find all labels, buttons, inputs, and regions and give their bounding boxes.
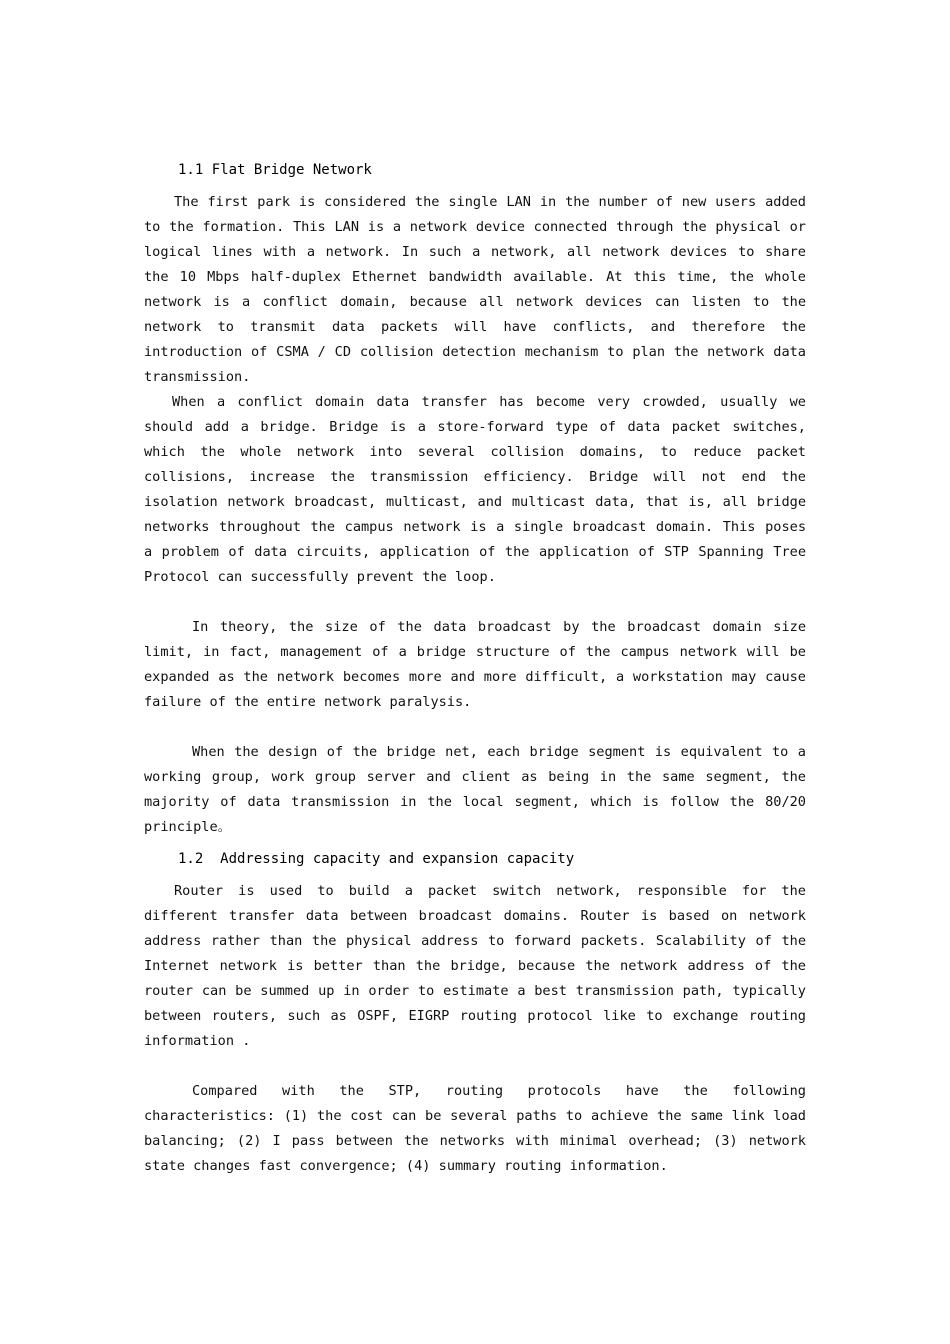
paragraph-router: Router is used to build a packet switch network, responsible for the different transfer data between broadcast domains. Router is based on network address rather than the physical address to forward packets. Scalability of the Internet network is better than the bridge, because the network address of the router can be summed up in order to estimate a best transmission path, typically between routers, such as OSPF, EIGRP routing protocol like to exchange routing information .	[144, 883, 806, 1049]
paragraph-bridge-design: When the design of the bridge net, each bridge segment is equivalent to a working group, work group server and client as being in the same segment, the majority of data transmission in the local segment, which is follow the 80/20 principle。	[144, 744, 806, 835]
paragraph-broadcast-domain-size: In theory, the size of the data broadcast by the broadcast domain size limit, in fact, management of a bridge structure of the campus network will be expanded as the network becomes more and more difficult, a workstation may cause failure of the entire network paralysis.	[144, 619, 806, 710]
paragraph-spacer	[144, 715, 806, 740]
paragraph-single-lan: The first park is considered the single LAN in the number of new users added to the formation. This LAN is a network device connected through the physical or logical lines with a network. In such a network, all network devices to share the 10 Mbps half-duplex Ethernet bandwidth available. At this time, the whole network is a conflict domain, because all network devices can listen to the network to transmit data packets will have conflicts, and therefore the introduction of CSMA / CD collision detection mechanism to plan the network data transmission.	[144, 194, 806, 385]
section-heading-1-2: 1.2 Addressing capacity and expansion capacity	[178, 851, 575, 867]
document-body	[144, 158, 806, 1179]
paragraph-add-bridge: When a conflict domain data transfer has become very crowded, usually we should add a bridge. Bridge is a store-forward type of data packet switches, which the whole network into several collision domains, to reduce packet collisions, increase the transmission efficiency. Bridge will not end the isolation network broadcast, multicast, and multicast data, that is, all bridge networks throughout the campus network is a single broadcast domain. This poses a problem of data circuits, application of the application of STP Spanning Tree Protocol can successfully prevent the loop.	[144, 394, 806, 585]
section-heading-1-1: 1.1 Flat Bridge Network	[178, 162, 372, 178]
paragraph-routing-characteristics: Compared with the STP, routing protocols have the following characteristics: (1) the cost can be several paths to achieve the same link load balancing; (2) I pass between the networks with minimal overhead; (3) network state changes fast convergence; (4) summary routing information.	[144, 1083, 806, 1174]
paragraph-spacer	[144, 1054, 806, 1079]
paragraph-spacer	[144, 840, 806, 847]
paragraph-spacer	[144, 590, 806, 615]
